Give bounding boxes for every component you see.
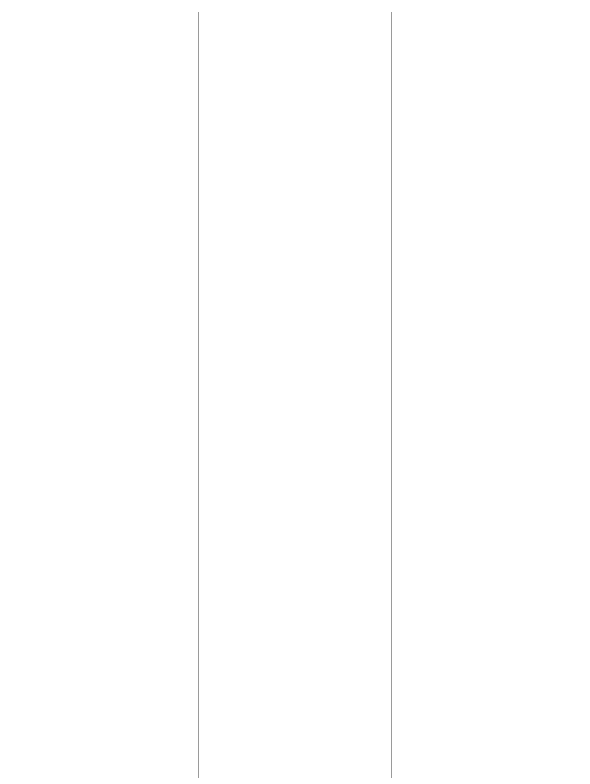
column-left xyxy=(6,6,198,784)
column-middle xyxy=(199,6,391,784)
column-divider-right xyxy=(391,12,392,778)
column-right xyxy=(392,6,584,784)
column-divider-left xyxy=(198,12,199,778)
article-columns xyxy=(6,6,584,784)
